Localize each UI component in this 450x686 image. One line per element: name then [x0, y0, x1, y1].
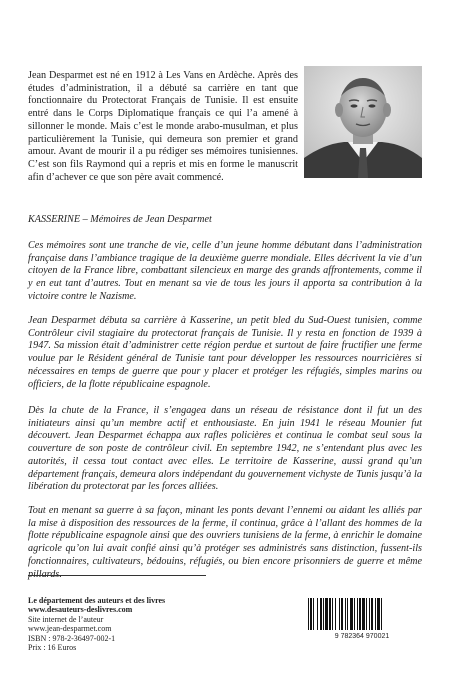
portrait-image	[304, 66, 422, 178]
barcode-bar	[310, 598, 312, 630]
publisher-name: Le département des auteurs et des livres	[28, 596, 166, 605]
author-site-label: Site internet de l’auteur	[28, 614, 104, 624]
barcode-bar	[371, 598, 373, 630]
isbn-number: ISBN : 978-2-36497-002-1	[28, 633, 116, 643]
barcode-bar	[375, 598, 376, 630]
barcode-graphic	[302, 596, 422, 640]
barcode-bar	[354, 598, 355, 630]
publisher-info	[28, 596, 165, 652]
barcode-digits: 9 782364 970021	[334, 633, 390, 640]
author-website: www.jean-desparmet.com	[28, 624, 112, 634]
barcode-bar	[308, 598, 309, 630]
barcode-bar	[313, 598, 314, 630]
barcode-bar	[366, 598, 367, 630]
paragraph-intro: Ces mémoires sont une tranche de vie, celle d’un jeune homme débutant dans l’administration française dans l’ambiance tragique de la deuxième guerre mondiale. Elles décrivent la vie d’un citoyen de la France libre, combattant silencieux en marge des grands affrontements, comme il y en eut tant d’autres. Tout en menant sa vie de tous les jours il apporta sa contribution à la victoire contre le Nazisme.	[28, 240, 422, 302]
author-biography: Jean Desparmet est né en 1912 à Les Vans en Ardèche. Après des études d’administration, il a débuté sa carrière en tant que fonctionnaire du Protectorat Français de Tunisie. Il est ensuite entré dans le Corps Diplomatique français ce qui l’a amené à sillonner le monde. Mais c’est le monde arabo-musulman, et plus particulièrement la Tunisie, qui demeura son premier et grand amour. Avant de mourir il a pu rédiger ses mémoires tunisiennes. C’est son fils Raymond qui a repris et mis en forme le manuscrit afin d’achever ce que son père avait commencé.	[28, 70, 298, 183]
barcode-bar	[381, 598, 382, 630]
paragraph-war-efforts: Tout en menant sa guerre à sa façon, minant les ponts devant l’ennemi ou aidant les alliés par la mise à disposition des ressources de la ferme, il continua, grâce à l’allant des hommes de la flotte républicaine espagnole ainsi que des ouvriers tunisiens de la ferme, à enrichir le domaine agricole qu’on lui avait confié ainsi qu’à protéger ses administrés sans distinction, fussent-ils fonctionnaires, cultivateurs, bédouins, réfugiés, ou bien encore prisonniers de guerre et même pillards.	[28, 505, 422, 580]
barcode-bar	[325, 598, 328, 630]
barcode-bar	[317, 598, 318, 630]
barcode-bar	[323, 598, 324, 630]
publisher-website: www.desauteurs-deslivres.com	[28, 605, 133, 615]
barcode-bar	[359, 598, 361, 630]
barcode-bar	[350, 598, 353, 630]
barcode-bar	[320, 598, 322, 630]
barcode-bar	[339, 598, 340, 630]
barcode-bar	[345, 598, 346, 630]
barcode-bar	[341, 598, 343, 630]
paragraph-career: Jean Desparmet débuta sa carrière à Kasserine, un petit bled du Sud-Ouest tunisien, comme Contrôleur civil stagiaire du protectorat français de Tunisie. Il y resta en fonction de 1939 à 1947. Sa mission était d’administrer cette région perdue et surtout de faire fructifier une ferme voulue par le Résident général de Tunisie tant pour développer les ressources nourricières si nécessaires en temps de guerre que pour y placer et protéger les réfugiés, simples marins ou officiers, de la flotte républicaine espagnole.	[28, 315, 422, 390]
barcode-bar	[357, 598, 358, 630]
divider-line	[28, 575, 206, 576]
barcode-bar	[369, 598, 370, 630]
barcode-bar	[377, 598, 380, 630]
author-portrait-photo	[304, 66, 422, 178]
price-label: Prix : 16 Euros	[28, 643, 77, 653]
paragraph-resistance: Dès la chute de la France, il s’engagea dans un réseau de résistance dont il fut un des initiateurs ainsi qu’un membre actif et enthousiaste. En juin 1941 le réseau Mounier fut découvert. Jean Desparmet échappa aux rafles policières et continua le combat seul sous la couverture de son poste de contrôleur civil. En septembre 1942, ne s’entendant plus avec les autorités, il cessa tout contact avec elles. Le territoire de Kasserine, aussi grand qu’un département français, demeura alors indépendant du gouvernement vichyste de Tunis jusqu’à la libération du protectorat par les forces alliées.	[28, 405, 422, 493]
barcode-bar	[335, 598, 336, 630]
barcode-bar	[332, 598, 333, 630]
barcode-bar	[329, 598, 331, 630]
isbn-barcode	[302, 596, 422, 640]
book-title-heading: KASSERINE – Mémoires de Jean Desparmet	[28, 214, 212, 225]
barcode-bar	[347, 598, 348, 630]
barcode-bar	[362, 598, 365, 630]
